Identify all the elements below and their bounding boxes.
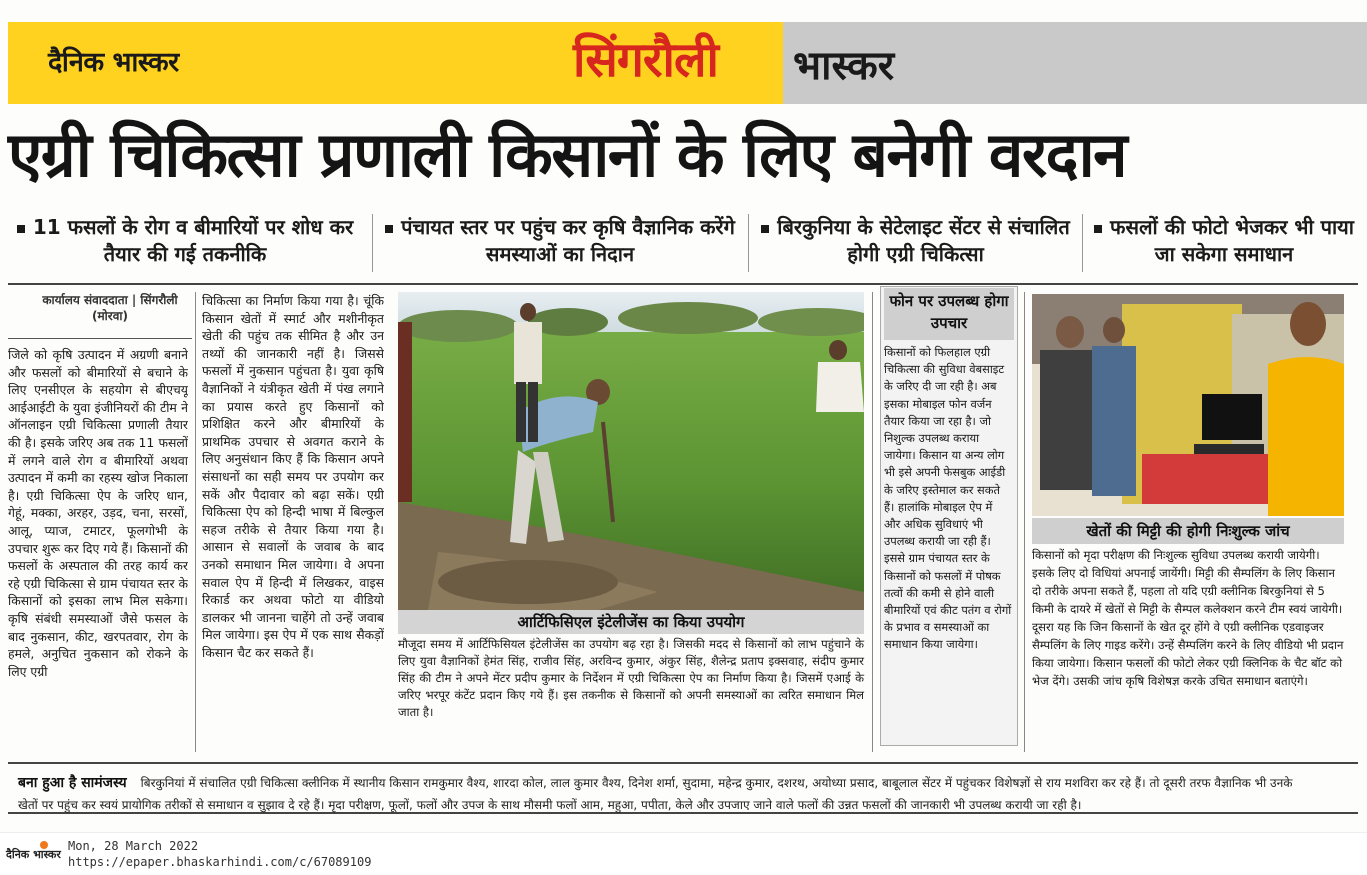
farmer-field-photo <box>398 292 864 610</box>
phone-box-text: किसानों को फिलहाल एग्री चिकित्सा की सुविधा वेबसाइट के जरिए दी जा रही है। अब इसका मोबाइल फोन वर्जन तैयार किया जा रहा है। जो निशुल्क उपलब्ध कराया जायेगा। किसान या अन्य लोग भी इसे अपनी फेसबुक आईडी के जरिए इस्तेमाल कर सकते हैं। हालांकि मोबाइल ऐप में और अधिक सुविधाएं भी उपलब्ध करायी जा रही हैं। इससे ग्राम पंचायत स्तर के किसानों को फसलों में पोषक तत्वों की कमी से होने वाली बीमारियों एवं कीट पतंग व रोगों के प्रभाव व समस्याओं का समाधान किया जायेगा। <box>884 345 1012 652</box>
lab-illustration <box>1032 294 1344 516</box>
city-name: सिंगरौली <box>573 32 718 88</box>
bottom-text <box>18 772 1308 816</box>
photo1-caption: आर्टिफिसिएल इंटेलीजेंस का किया उपयोग <box>398 610 864 634</box>
publish-date: Mon, 28 March 2022 <box>68 839 199 853</box>
photo2-text: किसानों को मृदा परीक्षण की निःशुल्क सुविधा उपलब्ध करायी जायेगी। इसके लिए दो विधियां अपनाई जायेंगी। मिट्टी की सैम्पलिंग के लिए किसान दो तरीके अपना सकते हैं, पहला तो यदि एग्री क्लीनिक बिरकुनियां से 5 किमी के दायरे में खेतों से मिट्टी के सैम्पल कलेक्शन करने टीम स्वयं जायेगी। दूसरा यह कि जिन किसानों के खेत दूर होंगे वे एग्री क्लीनिक एडवाइजर सैम्पलिंग के लिए गाइड करेंगे। उन्हें सैम्पलिंग करने के लिए वीडियो भी प्रदान किया जायेगा। किसान फसलों की फोटो लेकर एग्री क्लिनिक के चैट बॉट को भेज देंगे। उसकी जांच कृषि विशेषज्ञ करके उचित समाधान बताएंगे। <box>1032 548 1344 688</box>
section-rule <box>8 283 1358 285</box>
subhead-2: पंचायत स्तर पर पहुंच कर कृषि वैज्ञानिक करेंगे समस्याओं का निदान <box>385 214 735 276</box>
article-column-1: जिले को कृषि उत्पादन में अग्रणी बनाने और फसलों को बीमारियों से बचाने के लिए एनसीएल के सहयोग से बीएचयू आईआईटी के युवा इंजीनियरों की टीम ने ऑनलाइन एग्री चिकित्सा प्रणाली तैयार की है। इसके जरिए अब तक 11 फसलों में लगने वाले रोग व बीमारियों अथवा उत्पादन में कमी का रहस्य खोज निकाला है। एग्री चिकित्सा ऐप के जरिए धान, गेहूं, मक्का, अरहर, उड़द, चना, सरसों, आलू, प्याज, टमाटर, फूलगोभी के उपचार शुरू कर दिए गये हैं। किसानों की फसलों के अस्पताल की तरह कार्य कर रहे एग्री चिकित्सा से ग्राम पंचायत स्तर के किसानों को इसका लाभ मिल सकेगा। कृषि संबंधी समस्याओं जैसे फसल के बाद नुकसान, कीट, खरपतवार, रोग के हमले, अनुचित नुकसान को रोकने के लिए एग्री <box>8 347 188 679</box>
epaper-url[interactable]: https://epaper.bhaskarhindi.com/c/67089109 <box>68 855 372 869</box>
subhead-divider <box>748 214 749 272</box>
byline: कार्यालय संवाददाता | सिंगरौली (मोरवा) <box>42 293 178 323</box>
subhead-1: 11 फसलों के रोग व बीमारियों पर शोध कर तैयार की गई तकनीकि <box>10 214 360 276</box>
footer-logo: दैनिक भास्कर <box>6 848 61 861</box>
subhead-3: बिरकुनिया के सेटेलाइट सेंटर से संचालित होगी एग्री चिकित्सा <box>758 214 1073 276</box>
byline-rule <box>8 338 192 339</box>
masthead-brand-panel <box>783 22 1367 104</box>
column-divider <box>872 292 873 752</box>
column-divider <box>195 292 196 752</box>
photo1-text: मौजूदा समय में आर्टिफिसियल इंटेलीजेंस का उपयोग बढ़ रहा है। जिसकी मदद से किसानों को लाभ पहुंचाने के लिए युवा वैज्ञानिकों हेमंत सिंह, राजीव सिंह, अरविन्द कुमार, अंकुर सिंह, शैलेन्द्र प्रताप इक्सवाह, संदीप कुमार सिंह की टीम ने अपने मेंटर प्रदीप कुमार के निर्देशन में एग्री चिकित्सा ऐप का निर्माण किया है। जिसमें एआई के जरिए भरपूर कंटेंट प्रदान किए गये हैं। इस तकनीक से किसानों को अपनी समस्याओं का त्वरित समाधान मिल जाता है। <box>398 637 864 719</box>
bottom-label: बना हुआ है सामंजस्य <box>18 775 127 791</box>
column-divider <box>1024 292 1025 752</box>
bullet-icon <box>761 225 769 233</box>
bottom-info-bar <box>8 762 1358 814</box>
phone-box-title: फोन पर उपलब्ध होगा उपचार <box>884 288 1014 340</box>
brand-name: भास्कर <box>793 43 895 89</box>
farmer-field-illustration <box>398 292 864 610</box>
soil-testing-photo <box>1032 294 1344 516</box>
epaper-footer <box>0 832 1367 875</box>
subhead-divider <box>1082 214 1083 272</box>
headline: एग्री चिकित्सा प्रणाली किसानों के लिए बनेगी वरदान <box>8 118 1127 191</box>
subhead-4: फसलों की फोटो भेजकर भी पाया जा सकेगा समाधान <box>1090 214 1358 276</box>
bullet-icon <box>385 225 393 233</box>
bullet-icon <box>1094 225 1102 233</box>
masthead <box>8 22 1367 104</box>
photo2-caption: खेतों की मिट्टी की होगी निःशुल्क जांच <box>1032 518 1344 544</box>
paper-name: दैनिक भास्कर <box>48 47 179 78</box>
bullet-icon <box>17 225 25 233</box>
article-column-2: चिकित्सा का निर्माण किया गया है। चूंकि किसान खेतों में स्मार्ट और मशीनीकृत खेती की पहुंच तक सीमित है और उन तथ्यों की जानकारी नहीं है। जिससे फसलों में नुकसान पहुंचता है। युवा कृषि वैज्ञानिकों ने यंत्रीकृत खेती में पंख लगाने का प्रयास करते हुए किसानों को प्रशिक्षित करने और बीमारियों के प्राथमिक उपचार से अवगत कराने के लिए अनुसंधान किए हैं कि किसान अपने संसाधनों का सही समय पर उपयोग कर सकें और पैदावार को बढ़ा सकें। एग्री चिकित्सा ऐप को हिन्दी भाषा में बिल्कुल सहज तरीके से तैयार किया गया है। आसान से सवालों के जवाब के बाद उनको समाधान मिल जायेगा। वे अपना सवाल ऐप में हिन्दी में लिखकर, वाइस रिकार्ड कर अथवा फोटो या वीडियो डालकर भी जानना चाहेंगे तो उन्हें जवाब मिल जायेगा। इस ऐप में एक साथ सैकड़ों किसान चैट कर सकते हैं। <box>202 293 384 660</box>
subhead-divider <box>372 214 373 272</box>
bottom-body: बिरकुनियां में संचालित एग्री चिकित्सा क्लीनिक में स्थानीय किसान रामकुमार वैश्य, शारदा कोल, लाल कुमार वैश्य, दिनेश शर्मा, सुदामा, महेन्द्र कुमार, दशरथ, अयोध्या प्रसाद, बाबूलाल सेंटर में पहुंचकर विशेषज्ञों से राय मशविरा कर रहे हैं। तो दूसरी तरफ वैज्ञानिक भी उनके खेतों पर पहुंच कर स्वयं प्रायोगिक तरीकों से समाधान व सुझाव दे रहे हैं। मृदा परीक्षण, फूलों, फलों और उपज के साथ मौसमी फलों आम, महुआ, पपीता, केले और उपजाए जाने वाले फलों की उन्नत फसलों की जानकारी भी उपलब्ध करायी जा रही है। <box>18 776 1293 812</box>
